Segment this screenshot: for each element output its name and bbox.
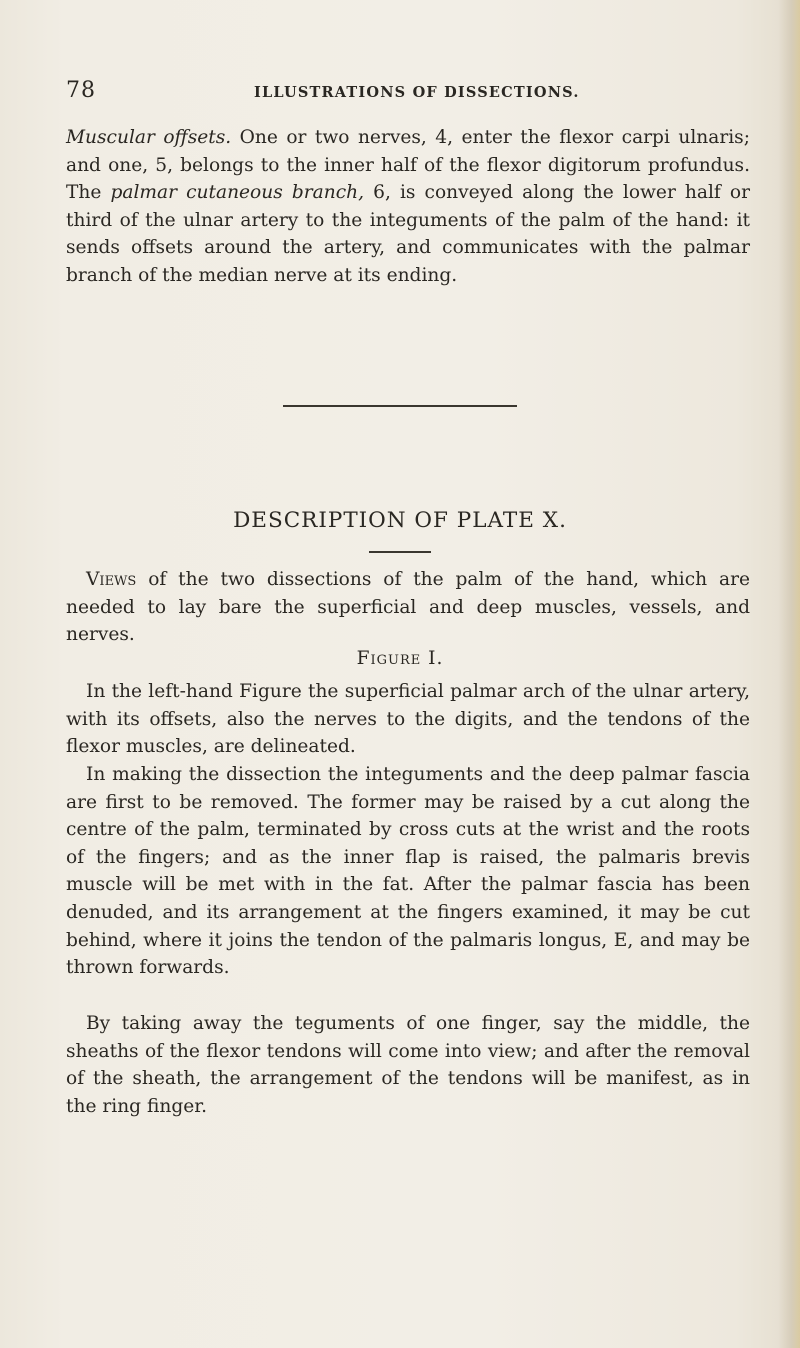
paragraph-body-3: By taking away the teguments of one finger, say the middle, the sheaths of the flexor tendons will come into view; and after the removal of the sheath, the arrangement of the tendons will be manifest, as in the ring finger. — [66, 1013, 750, 1117]
runin-palmar-cutaneous-branch: palmar cutaneous branch, — [110, 182, 365, 204]
title-underline-rule — [369, 551, 431, 553]
page-edge-shadow — [778, 0, 800, 1348]
views-lead-word: Views — [86, 569, 137, 590]
section-divider-rule — [283, 405, 517, 407]
paragraph-body-2: In making the dissection the integuments and the deep palmar fascia are first to be removed. The former may be raised by a cut along the centre of the palm, terminated by cross cuts at the wrist and the roots of the fingers; and as the inner flap is raised, the palmaris brevis muscle will be met with in the fat. After the palmar fascia has been denuded, and its arrangement at the fingers examined, it may be cut behind, where it joins the tendon of the palmaris longus, E, and may be thrown forwards. — [66, 764, 750, 979]
page-number: 78 — [66, 78, 96, 103]
page-header — [66, 78, 746, 108]
paragraph-views — [66, 566, 750, 649]
figure-heading: Figure I. — [356, 648, 444, 669]
paragraph-body-1: In the left-hand Figure the superficial palmar arch of the ulnar artery, with its offsets, also the nerves to the digits, and the tendons of the flexor muscles, are delineated. — [66, 681, 750, 758]
paragraph-text: of the two dissections of the palm of the hand, which are needed to lay bare the superficial and deep muscles, vessels, and nerves. — [66, 569, 750, 646]
paragraph-muscular-offsets — [66, 124, 750, 290]
plate-title: DESCRIPTION OF PLATE X. — [233, 508, 567, 533]
runin-muscular-offsets: Muscular offsets. — [66, 127, 232, 148]
running-head: ILLUSTRATIONS OF DISSECTIONS. — [254, 84, 580, 101]
paragraph-text: One or two nerves, 4, enter the flexor carpi ulnaris; and one, 5, belongs to the inner half of the flexor digitorum profundus. The — [66, 127, 750, 204]
paragraph-text: 6, is conveyed along the lower half or third of the ulnar artery to the integuments of the palm of the hand: it sends offsets around the artery, and communicates with the palmar branch of the median nerve at its ending. — [66, 182, 750, 286]
